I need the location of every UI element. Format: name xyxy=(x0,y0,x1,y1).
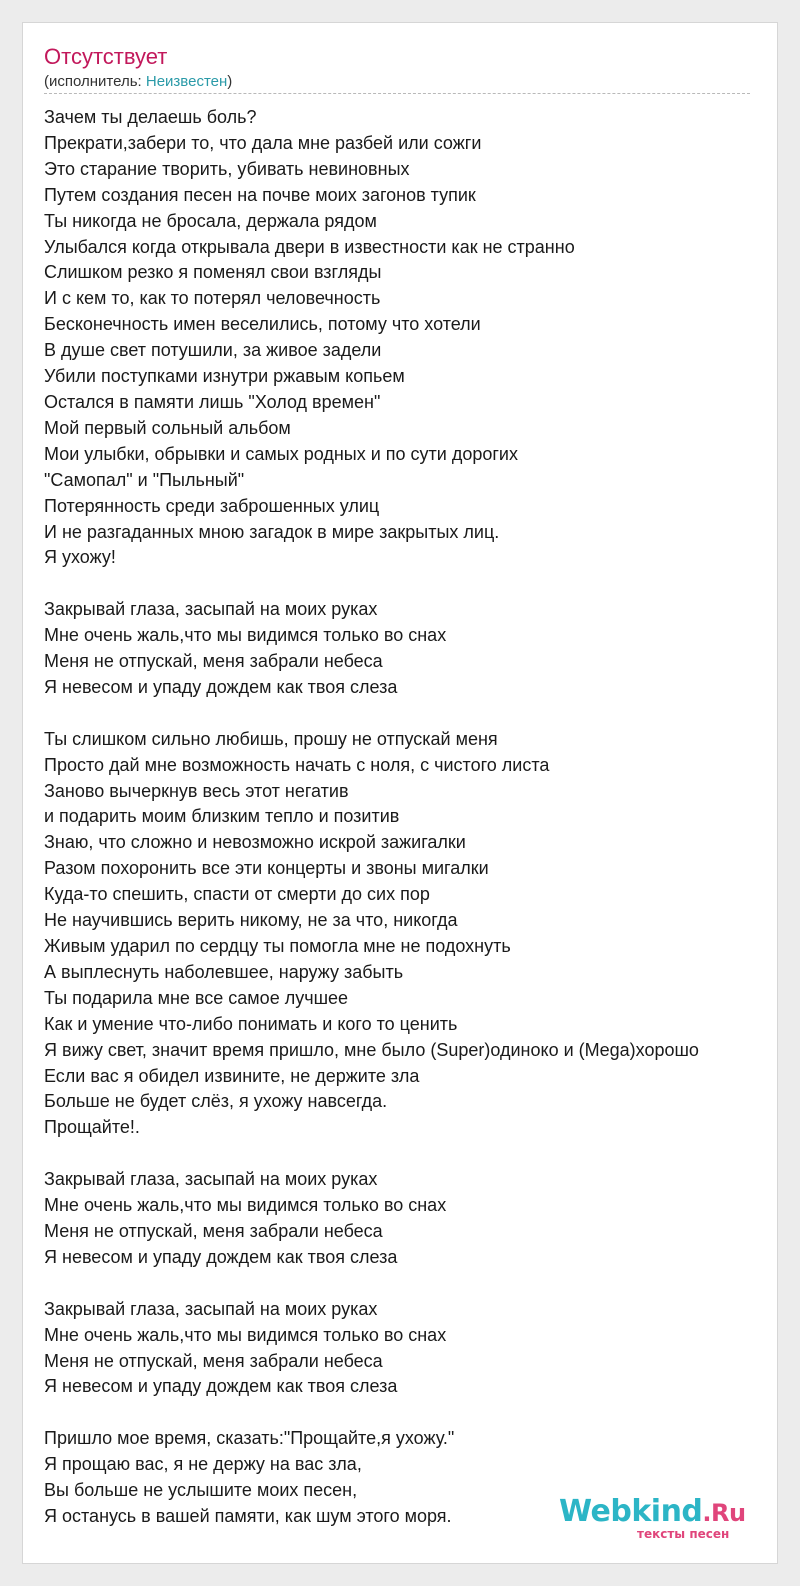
lyrics-line: И не разгаданных мною загадок в мире закрытых лиц. xyxy=(44,521,500,542)
lyrics-line: Я вижу свет, значит время пришло, мне было (Super)одиноко и (Mega)хорошо xyxy=(44,1039,699,1060)
lyrics-blank-line xyxy=(44,1271,779,1297)
lyrics-line: Просто дай мне возможность начать с ноля, с чистого листа xyxy=(44,754,550,775)
dashed-divider xyxy=(44,93,750,94)
lyrics-line: Ты никогда не бросала, держала рядом xyxy=(44,210,377,231)
lyrics-line: Если вас я обидел извините, не держите зла xyxy=(44,1065,420,1086)
lyrics-line: Мне очень жаль,что мы видимся только во снах xyxy=(44,625,447,646)
lyrics-line: Мой первый сольный альбом xyxy=(44,417,291,438)
lyrics-blank-line xyxy=(44,1141,779,1167)
lyrics-line: Закрывай глаза, засыпай на моих руках xyxy=(44,1169,378,1190)
lyrics-line: В душе свет потушили, за живое задели xyxy=(44,340,382,361)
lyrics-line: Вы больше не услышите моих песен, xyxy=(44,1480,358,1501)
lyrics-line: Путем создания песен на почве моих загонов тупик xyxy=(44,184,476,205)
lyrics-line: Разом похоронить все эти концерты и звоны мигалки xyxy=(44,858,489,879)
lyrics-line: Больше не будет слёз, я ухожу навсегда. xyxy=(44,1091,388,1112)
lyrics-line: Закрывай глаза, засыпай на моих руках xyxy=(44,599,378,620)
lyrics-line: А выплеснуть наболевшее, наружу забыть xyxy=(44,961,404,982)
lyrics-line: Я останусь в вашей памяти, как шум этого моря. xyxy=(44,1505,452,1526)
lyrics-line: Закрывай глаза, засыпай на моих руках xyxy=(44,1298,378,1319)
lyrics-blank-line xyxy=(44,1400,779,1426)
lyrics-line: Заново вычеркнув весь этот негатив xyxy=(44,780,349,801)
artist-prefix: (исполнитель: xyxy=(44,73,146,90)
lyrics-line: Меня не отпускай, меня забрали небеса xyxy=(44,1350,383,1371)
lyrics-line: Как и умение что-либо понимать и кого то ценить xyxy=(44,1013,458,1034)
lyrics-line: Остался в памяти лишь "Холод времен" xyxy=(44,391,381,412)
song-title: Отсутствует xyxy=(44,44,168,69)
logo-main-text: Webkind xyxy=(559,1494,703,1529)
lyrics-line: и подарить моим близким тепло и позитив xyxy=(44,806,400,827)
artist-suffix: ) xyxy=(227,73,233,90)
lyrics-blank-line xyxy=(44,701,779,727)
logo-subtitle: тексты песен xyxy=(637,1527,730,1541)
lyrics-line: Я ухожу! xyxy=(44,547,116,568)
lyrics-line: Я невесом и упаду дождем как твоя слеза xyxy=(44,1246,398,1267)
artist-link[interactable]: Неизвестен xyxy=(145,73,228,90)
lyrics-card xyxy=(22,22,778,1564)
lyrics-line: Мне очень жаль,что мы видимся только во снах xyxy=(44,1195,447,1216)
lyrics-blank-line xyxy=(44,571,779,597)
lyrics-line: Мои улыбки, обрывки и самых родных и по сути дорогих xyxy=(44,443,518,464)
lyrics-line: Потерянность среди заброшенных улиц xyxy=(44,495,380,516)
lyrics-line: Знаю, что сложно и невозможно искрой зажигалки xyxy=(44,832,466,853)
lyrics-line: Не научившись верить никому, не за что, никогда xyxy=(44,910,458,931)
lyrics-line: И с кем то, как то потерял человечность xyxy=(44,288,381,309)
lyrics-line: Мне очень жаль,что мы видимся только во снах xyxy=(44,1324,447,1345)
lyrics-line: Меня не отпускай, меня забрали небеса xyxy=(44,1220,383,1241)
site-logo[interactable] xyxy=(559,1493,749,1545)
lyrics-line: Зачем ты делаешь боль? xyxy=(44,107,257,127)
lyrics-line: Живым ударил по сердцу ты помогла мне не подохнуть xyxy=(44,936,511,956)
lyrics-text xyxy=(44,105,779,1530)
lyrics-line: Убили поступками изнутри ржавым копьем xyxy=(44,366,405,387)
lyrics-line: Слишком резко я поменял свои взгляды xyxy=(44,262,382,283)
lyrics-line: Я невесом и упаду дождем как твоя слеза xyxy=(44,1376,398,1397)
lyrics-line: Улыбался когда открывала двери в известности как не странно xyxy=(44,236,575,257)
lyrics-line: Ты слишком сильно любишь, прошу не отпускай меня xyxy=(44,728,498,749)
lyrics-line: Куда-то спешить, спасти от смерти до сих пор xyxy=(44,884,430,905)
artist-line xyxy=(44,73,232,91)
lyrics-line: Прощайте!. xyxy=(44,1117,140,1138)
lyrics-line: Пришло мое время, сказать:"Прощайте,я ухожу." xyxy=(44,1428,455,1449)
lyrics-line: Это старание творить, убивать невиновных xyxy=(44,158,410,179)
lyrics-line: Ты подарила мне все самое лучшее xyxy=(44,987,349,1008)
logo-tld-text: .Ru xyxy=(702,1499,746,1527)
lyrics-line: Я невесом и упаду дождем как твоя слеза xyxy=(44,676,398,697)
lyrics-line: "Самопал" и "Пыльный" xyxy=(44,469,245,490)
lyrics-line: Бесконечность имен веселились, потому что хотели xyxy=(44,314,481,335)
lyrics-line: Я прощаю вас, я не держу на вас зла, xyxy=(44,1454,362,1475)
lyrics-line: Меня не отпускай, меня забрали небеса xyxy=(44,651,383,672)
lyrics-line: Прекрати,забери то, что дала мне разбей или сожги xyxy=(44,132,482,153)
